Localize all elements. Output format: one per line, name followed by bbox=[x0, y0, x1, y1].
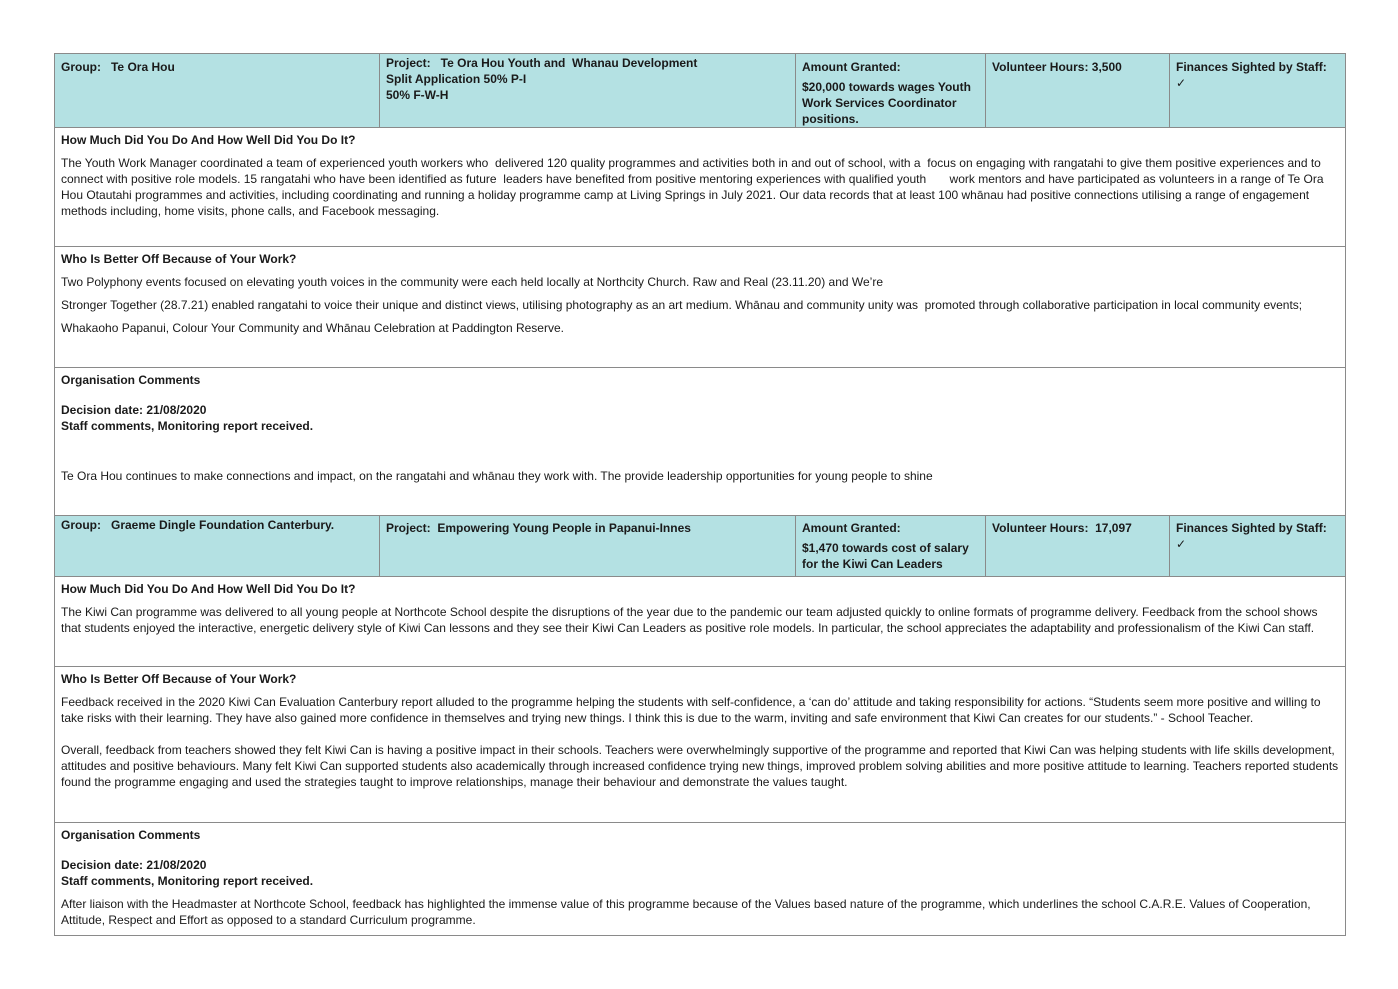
finances-cell bbox=[1170, 54, 1345, 127]
header-row-te-ora-hou bbox=[55, 54, 1345, 128]
section-text: Stronger Together (28.7.21) enabled rangatahi to voice their unique and distinct views, utilising photography as an art medium. Whānau and community unity was promoted through collaborative participation in local community events; bbox=[61, 298, 1303, 312]
project-cell bbox=[380, 54, 796, 127]
volunteer-hours: Volunteer Hours: 17,097 bbox=[992, 521, 1132, 535]
section-heading: Organisation Comments bbox=[61, 373, 201, 387]
amount-value: $1,470 towards cost of salary for the Kiwi Can Leaders bbox=[802, 541, 969, 571]
project-line: 50% F-W-H bbox=[386, 88, 449, 102]
section-text: Whakaoho Papanui, Colour Your Community and Whānau Celebration at Paddington Reserve. bbox=[61, 321, 564, 335]
finances-cell bbox=[1170, 516, 1345, 576]
group-name: Group: Te Ora Hou bbox=[61, 60, 175, 74]
section-heading: Who Is Better Off Because of Your Work? bbox=[61, 252, 297, 266]
amount-cell bbox=[796, 516, 986, 576]
project-title: Project: Empowering Young People in Papanui-Innes bbox=[386, 521, 691, 535]
who-section bbox=[55, 667, 1345, 823]
amount-value: $20,000 towards wages Youth Work Services Coordinator positions. bbox=[802, 80, 971, 126]
org-comments-section bbox=[55, 368, 1345, 516]
volunteer-cell bbox=[986, 54, 1170, 127]
project-line: Split Application 50% P-I bbox=[386, 72, 527, 86]
volunteer-cell bbox=[986, 516, 1170, 576]
project-title: Project: Te Ora Hou Youth and Whanau Development bbox=[386, 56, 698, 70]
section-heading: How Much Did You Do And How Well Did You Do It? bbox=[61, 133, 356, 147]
staff-comments: Staff comments, Monitoring report received. bbox=[61, 874, 314, 888]
finances-sighted: Finances Sighted by Staff: ✓ bbox=[1176, 521, 1327, 551]
volunteer-hours: Volunteer Hours: 3,500 bbox=[992, 60, 1122, 74]
decision-date: Decision date: 21/08/2020 bbox=[61, 403, 207, 417]
how-section bbox=[55, 128, 1345, 247]
group-cell bbox=[55, 516, 380, 576]
section-heading: How Much Did You Do And How Well Did You Do It? bbox=[61, 582, 356, 596]
project-cell bbox=[380, 516, 796, 576]
section-text: After liaison with the Headmaster at Northcote School, feedback has highlighted the immense value of this programme because of the Values based nature of the programme, which underlines the school C.A.R.E. Values of Cooperation, Attitude, Respect and Effort as opposed to a standard Curriculum programme. bbox=[61, 897, 1311, 927]
how-section bbox=[55, 577, 1345, 667]
group-name: Group: Graeme Dingle Foundation Canterbury. bbox=[61, 518, 335, 532]
finances-sighted: Finances Sighted by Staff: ✓ bbox=[1176, 60, 1327, 90]
section-heading: Who Is Better Off Because of Your Work? bbox=[61, 672, 297, 686]
header-row-graeme-dingle bbox=[55, 516, 1345, 577]
section-text: Two Polyphony events focused on elevating youth voices in the community were each held locally at Northcity Church. Raw and Real (23.11.20) and We’re bbox=[61, 275, 883, 289]
org-comments-section bbox=[55, 823, 1345, 935]
section-heading: Organisation Comments bbox=[61, 828, 201, 842]
staff-comments: Staff comments, Monitoring report received. bbox=[61, 419, 314, 433]
group-cell bbox=[55, 54, 380, 127]
decision-date: Decision date: 21/08/2020 bbox=[61, 858, 207, 872]
funding-report-table bbox=[54, 53, 1346, 936]
section-text: The Kiwi Can programme was delivered to all young people at Northcote School despite the disruptions of the year due to the pandemic our team adjusted quickly to online formats of programme delivery. Feedback from the school shows that students enjoyed the interactive, energetic delivery style of Kiwi Can lessons and they see their Kiwi Can Leaders as positive role models. In particular, the school appreciates the adaptability and professionalism of the Kiwi Can staff. bbox=[61, 605, 1318, 635]
amount-cell bbox=[796, 54, 986, 127]
section-text: The Youth Work Manager coordinated a team of experienced youth workers who delivered 120 quality programmes and activities both in and out of school, with a focus on engaging with rangatahi to give them positive experiences and to connect with positive role models. 15 rangatahi who have been identified as future leaders have benefited from positive mentoring experiences with qualified youth work mentors and have participated as volunteers in a range of Te Ora Hou Otautahi programmes and activities, including coordinating and running a holiday programme camp at Living Springs in July 2021. Our data records that at least 100 whānau had positive connections utilising a range of engagement methods including, home visits, phone calls, and Facebook messaging. bbox=[61, 156, 1324, 218]
amount-label: Amount Granted: bbox=[802, 60, 901, 74]
amount-label: Amount Granted: bbox=[802, 521, 901, 535]
section-text: Overall, feedback from teachers showed they felt Kiwi Can is having a positive impact in their schools. Teachers were overwhelmingly supportive of the programme and reported that Kiwi Can was helping students with life skills development, attitudes and positive behaviours. Many felt Kiwi Can supported students also academically through increased confidence trying new things, improved problem solving abilities and more positive attitude to learning. Teachers reported students found the programme engaging and used the strategies taught to improve relationships, manage their behaviour and demonstrate the values taught. bbox=[61, 743, 1339, 789]
who-section bbox=[55, 247, 1345, 368]
section-text: Te Ora Hou continues to make connections and impact, on the rangatahi and whānau they work with. The provide leadership opportunities for young people to shine bbox=[61, 469, 933, 483]
section-text: Feedback received in the 2020 Kiwi Can Evaluation Canterbury report alluded to the programme helping the students with self-confidence, a ‘can do’ attitude and taking responsibility for actions. “Students seem more positive and willing to take risks with their learning. They have also gained more confidence in themselves and trying new things. I think this is due to the warm, inviting and safe environment that Kiwi Can creates for our students.” - School Teacher. bbox=[61, 695, 1321, 725]
